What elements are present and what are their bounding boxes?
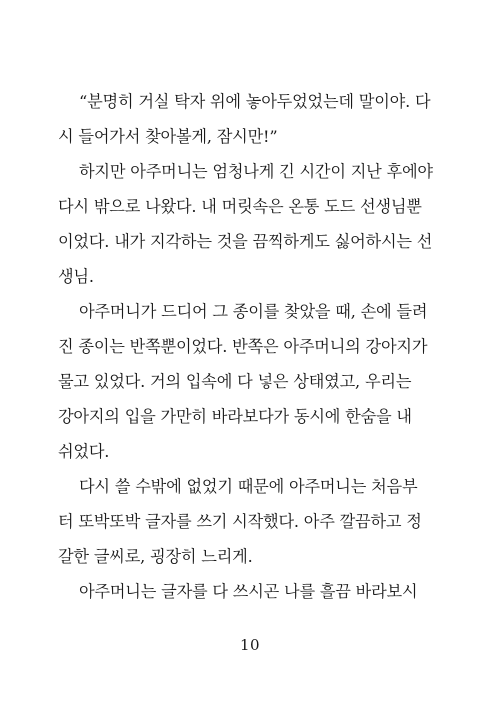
text-line: 갈한 글씨로, 굉장히 느리게. xyxy=(58,547,253,566)
text-line: 생님. xyxy=(58,267,94,286)
text-line: 쉬었다. xyxy=(58,442,110,461)
text-line: “분명히 거실 탁자 위에 놓아두었었는데 말이야. 다 xyxy=(79,92,431,111)
text-line: 아주머니는 글자를 다 쓰시곤 나를 흘끔 바라보시 xyxy=(79,582,418,601)
text-line: 시 들어가서 찾아볼게, 잠시만!” xyxy=(58,127,278,146)
text-line: 터 또박또박 글자를 쓰기 시작했다. 아주 깔끔하고 정 xyxy=(58,512,422,531)
text-line: 다시 밖으로 나왔다. 내 머릿속은 온통 도드 선생님뿐 xyxy=(58,197,422,216)
text-line: 하지만 아주머니는 엄청나게 긴 시간이 지난 후에야 xyxy=(79,162,433,181)
text-line: 물고 있었다. 거의 입속에 다 넣은 상태였고, 우리는 xyxy=(58,372,412,391)
text-line: 아주머니가 드디어 그 종이를 찾았을 때, 손에 들려 xyxy=(79,302,428,321)
text-line: 강아지의 입을 가만히 바라보다가 동시에 한숨을 내 xyxy=(58,407,412,426)
text-line: 다시 쓸 수밖에 없었기 때문에 아주머니는 처음부 xyxy=(79,477,418,496)
text-line: 진 종이는 반쪽뿐이었다. 반쪽은 아주머니의 강아지가 xyxy=(58,337,428,356)
text-line: 이었다. 내가 지각하는 것을 끔찍하게도 싫어하시는 선 xyxy=(58,232,433,251)
page-number: 10 xyxy=(239,636,261,654)
